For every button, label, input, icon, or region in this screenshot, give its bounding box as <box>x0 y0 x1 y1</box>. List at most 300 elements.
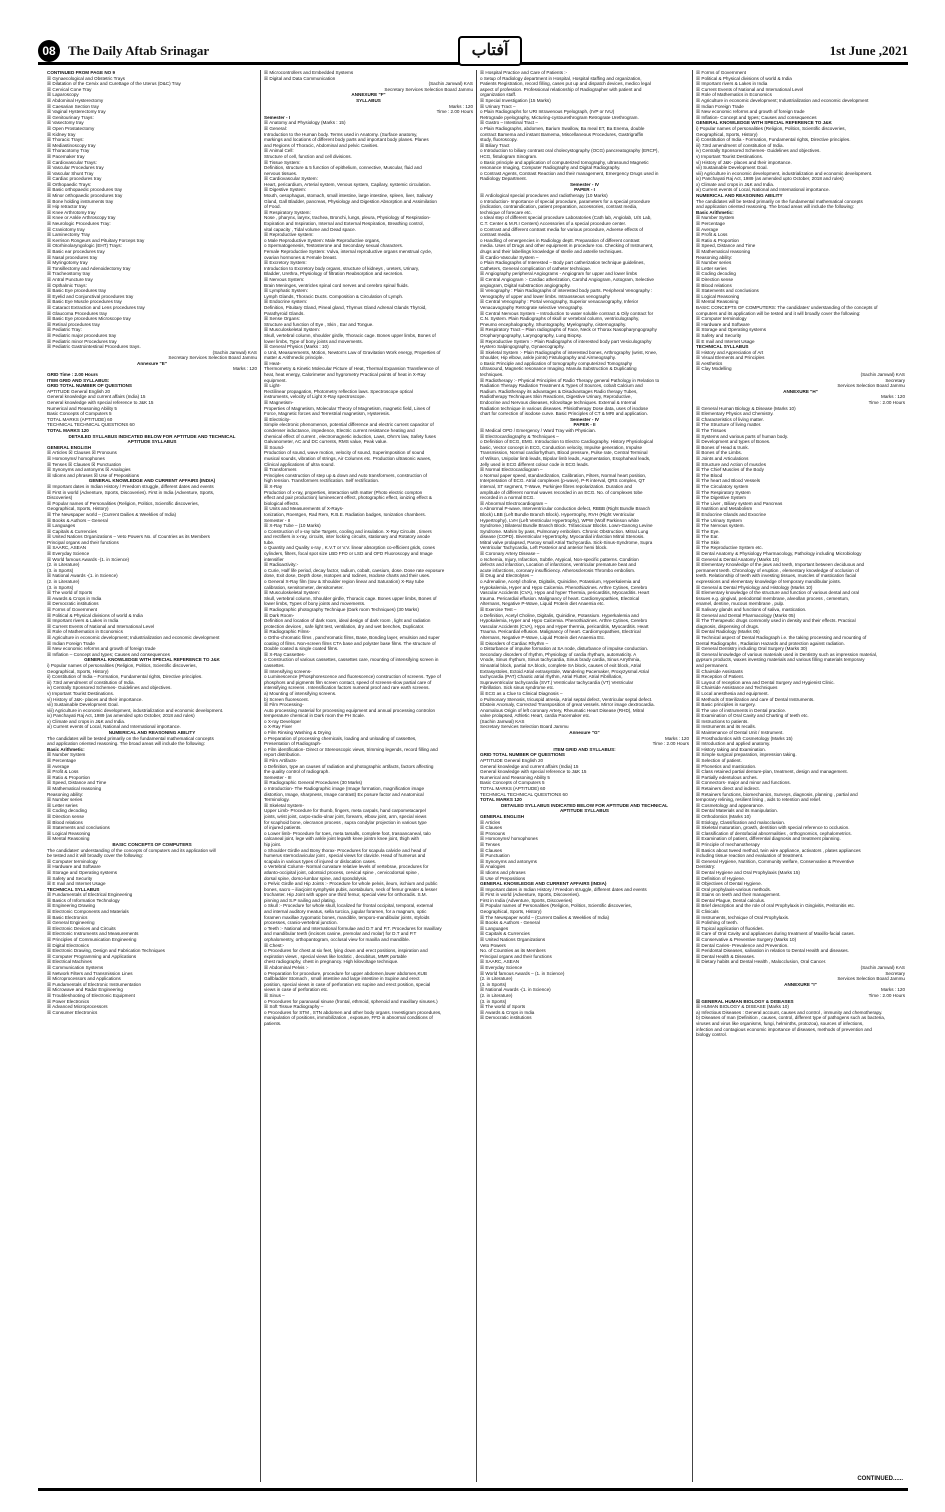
text-line: ☒ Digestive System: <box>264 187 307 193</box>
text-line: ☒ Role of Mathematics in Economics <box>696 92 772 98</box>
text-line: ☒ Ratio & Proportion <box>696 237 739 243</box>
text-line: ☒ Hospital Practice and Care of Patients :- <box>480 70 568 75</box>
text-line: The candidates will be tested primarily on the fundamental mathematical concepts <box>696 198 863 204</box>
text-line: ☒ The Newspaper world – (Current Dailies & Weeklies of India) <box>480 914 610 920</box>
text-line: ☒ Film Artifacts- <box>264 758 298 764</box>
text-line: Fibrillation. Sick sinus syndrome etc. <box>480 685 555 691</box>
issue-date: 1st June ,2021 <box>829 43 908 58</box>
text-line: ☒ Sinus – <box>264 992 285 998</box>
text-line: PAPER - II <box>573 422 596 428</box>
text-line: computers and its application will be tested and it will broadly cover the following: <box>696 310 861 316</box>
text-line: (Sachin Jamwal) KAS <box>212 349 257 355</box>
text-line: ☒ Brief description and the role of oral Prophylaxis in Gingivitis, Peritonitis etc. <box>696 903 856 909</box>
column-4 <box>692 70 908 1482</box>
text-line: Semester - II <box>264 517 291 523</box>
text-line: calcaneal joint, lege with ankle joint legwith knee jointm knee joint, thigh with <box>264 836 420 842</box>
text-line: o Luminescence (Phosphorescence and fluorescence) construction of screens. Type of <box>264 674 441 680</box>
text-line: trochanter. Hip Joint with upper one third femur, special view for orthoradis. S.M. <box>264 892 427 898</box>
text-line: ☒ Letter series <box>47 802 78 808</box>
text-line: Secretary Services Selection Board Jammu <box>480 724 569 730</box>
text-line: Vnode, Sinus rhythum, Sinus tachycardia, Sinus brady cardia, Sinus Arrythmia, <box>480 657 641 663</box>
text-line: ☒ Elementary Knowledge of the jaws and teeth, Important between deciduous and <box>696 562 865 568</box>
text-line: ☒ The world of Sports <box>47 590 93 596</box>
text-line: ☒ The Newspaper world – (Current Dailies & Weeklies of India) <box>47 511 177 517</box>
text-line: Gland, Gall Bladder, pancreas, Physiology and Digestion Absorption and Assimilation <box>264 198 437 204</box>
text-line: and application oriented reasoning. The broad areas will include the following: <box>47 741 205 747</box>
text-line: cylinders, filters, focal spot size LBD FFD or LSD and OFD Fluoroscopy and Image <box>264 551 433 557</box>
text-line: ☒ Central Nervous System – Introduction to water soluble contract & Oily contract for <box>480 310 654 316</box>
text-line: ☒ Microwave and Radar Engineering <box>47 987 123 993</box>
text-line: o Procedures for chest at six feet, lying down and erect positions, inspiration and <box>264 948 428 954</box>
text-line: ☒ World famous Awards – (1. in Science) <box>480 970 565 976</box>
masthead-logo: آفتاب <box>458 36 522 66</box>
text-line: ☒ Instruments, technique of Oral Prophylaxis. <box>696 914 790 920</box>
text-line: aspect of profession. Professional relationship of Radiographer with patient and <box>480 86 642 92</box>
text-line: ☒ Capitals & Currencies <box>47 528 97 534</box>
text-line: ☒ Aesthetics <box>696 360 723 366</box>
text-line: ☒ The use of instruments in Dental practice. <box>696 707 787 713</box>
text-line: and permanent. <box>696 662 729 668</box>
text-line: patients. <box>264 1020 282 1026</box>
text-line: APTITUDE SYLLABUS <box>559 808 609 814</box>
text-line: ☒ Blood relations <box>696 282 732 288</box>
text-line: biology control. <box>696 1032 727 1038</box>
text-line: ☒ Cataract Extraction and Lens procedures tray <box>47 304 145 310</box>
text-line: GENERAL KNOWLEDGE AND CURRENT AFFAIRS (INDIA) <box>88 478 216 484</box>
text-line: ☒ Blood relations <box>47 819 83 825</box>
text-line: ☒ Role of Mathematics in Economics <box>47 629 123 635</box>
text-line: (Sachin Jamwal) KAS <box>860 965 905 970</box>
text-line: o Disturbance of impulse formation at SA node, disturbance of impulse conduction. <box>480 646 649 652</box>
text-line: ☒ Topical application of fluorides. <box>696 925 764 931</box>
text-line: ☒ Popular names of Personalities (Religion, Politics, Scientific discoveries, <box>480 903 632 909</box>
text-line: processes, cranio-vertebral junction. <box>264 920 338 926</box>
text-line: Dental Radiographs , Radiation Hazards and protection against radiation. <box>696 640 845 646</box>
text-line: ☒ New economic reforms and growth of foreign trade <box>696 109 805 115</box>
text-line: ☒ The Skin <box>696 539 720 545</box>
text-line: Introduction to the Human body. Terms used in Anatomy. (Surface anatomy, <box>264 131 418 137</box>
text-line: be tested and it will broadly cover the following: <box>47 853 144 859</box>
text-line: xi) Current events of Local, National and International importance. <box>696 187 830 193</box>
text-line: ☒ Medical OPD / Emergency / Ward Tray with Physician. <box>480 428 597 433</box>
text-line: o Ideal step of different special procedure Laboratories (Cath lab, Angiolab, U/S Lab, <box>480 215 652 221</box>
text-line: ☒ Electrocardiography & Techniques – <box>480 433 559 439</box>
text-line: Radiology Department. <box>480 176 527 182</box>
text-line: ☒ HUMAN BIOLOGY & DISEASE (Marks 10) <box>696 1004 789 1010</box>
text-line: calibration, sensitometer, densitometer. <box>264 584 344 590</box>
text-line: Radiotherapy Techniques Skin Reactions, Digestive Urinary, Reproductive, <box>480 394 632 400</box>
text-line: ☒ Basic Eye procedures Microscope tray <box>47 316 131 322</box>
text-line: markings and locations of different body parts and important body planes. Planes <box>264 137 429 143</box>
text-line: ☒ Idioms and phrases ☒ Use of Prepositions <box>47 472 139 478</box>
text-line: ☒ Logical Reasoning <box>47 830 91 836</box>
text-line: TOTAL MARKS (APTITUDE) 60 <box>47 416 113 422</box>
text-line: Ventricular Tachycardia, Left Posterior and anterior hemi block. <box>480 545 608 551</box>
text-line: Retrograde pyelography, Micturing-cystourethrogram Retrograte Urethrogram. <box>480 114 639 120</box>
text-line: ☒ Retainers direct and indirect. <box>696 786 760 791</box>
text-line: Shoulder, Hip elbow, ankle joints) Fistulography and Airmeography. <box>480 355 617 361</box>
text-line: TOTAL MARKS (APTITUDE) 60 <box>480 786 546 791</box>
text-line: GENERAL ENGLISH <box>480 813 525 819</box>
text-line: o Plain Radiographs of Interested – Body part catherization technique guidelines, <box>480 260 645 266</box>
text-line: o Setup of Radiology department in Hospital, Hospital staffing and organization, <box>480 75 642 81</box>
text-line: ☒ Abdominal Hysterectomy <box>47 97 104 103</box>
text-line: ☒ Number series <box>47 797 83 803</box>
text-line: ☒ Average <box>47 763 70 769</box>
text-line: ☒ Agriculture in economic development; Industrialization and economic development <box>47 634 220 640</box>
text-line: chemical effect of current , electromagnetic induction, Laws, Ohm's law, Safety fuses <box>264 433 436 439</box>
text-line: chart for correction of isodose curve. Basic Principles of CT & MRI and application. <box>480 411 648 417</box>
text-line: Services Selection Board Jammu <box>837 383 905 389</box>
text-line: ☒ Central Angiogram :- Cardiac atherization, Carohd Angiogram, Aotogram, Selective <box>480 276 654 282</box>
text-line: ITEM GRID AND SYLLABUS: <box>47 377 110 383</box>
text-line: report distribution. <box>264 752 301 758</box>
text-line: Ionization, Roentgen, Rad Rem, R.B.E. Radiation badges, Ionization chambers. <box>264 511 426 517</box>
text-line: Vascular Accidents (CVA), Hypo and Hyper thermia, pericarditis, Myocarditis. Heart <box>480 623 649 629</box>
text-line: ☒ Dental Radiology (Marks 05) <box>696 629 760 635</box>
text-line: ☒ Glaucoma Procedures tray <box>47 310 108 316</box>
text-line: ☒ Vasectomy tray <box>47 120 84 126</box>
text-line: GENERAL KNOWLEDGE WITH SPECIAL REFERENCE TO J&K <box>696 120 832 126</box>
text-line: Numerical and Reasoning Ability 5 <box>480 774 550 780</box>
text-line: ☒ Basic orthopaedic procedures tray <box>47 187 123 193</box>
text-line: ☒ Dental Materials and its manipulation. <box>696 808 778 814</box>
text-line: ☒ E mail and Internet Usage <box>696 338 755 344</box>
text-line: v) Important Tourist Destinations. <box>47 690 115 696</box>
text-line: of Wilson, Unipolar limb leads, Bipolar limb leads, Augmentation, Esophaheal leads, <box>480 455 651 461</box>
text-line: v) Important Tourist Destinations. <box>696 153 764 159</box>
text-line: ☒ Safety and Security <box>47 875 93 881</box>
text-line: Definition and location of dark room, ideal design of dark room , light and radiation <box>264 618 431 624</box>
text-line: condenser inductance, impedence, Electric current resistance heating and <box>264 428 415 433</box>
bottom-rule <box>38 1488 908 1491</box>
text-line: ☒ Dental Hygiene and Oral Prophylaxis (Marks 15) <box>696 869 800 875</box>
text-line: ☒ Indian Foreign Trade <box>696 103 744 109</box>
text-line: Skull, vertebral column, shoulder girdle, Thoracic cage. Bones upper limbs, Bones of <box>264 332 436 338</box>
text-line: Secretary <box>885 377 905 383</box>
text-line: including tissue reaction and evaluation of treatment. <box>696 853 804 859</box>
text-line: diagnosis, dispensing of drugs. <box>696 623 760 629</box>
text-line: ☒ Punctuation <box>480 853 510 859</box>
text-line: General knowledge with special reference to J&K 15 <box>480 769 587 775</box>
text-line: ☒ General: <box>264 125 288 131</box>
text-line: o Plain Radiographs for URI Intravenous Pyelograph, (IVP or IVU) <box>480 109 615 115</box>
text-line: Gallbladder Stomach , small intestine and large intestine in Supine and erect <box>264 976 420 982</box>
text-line: Expiration and Inspiration, Internal and External Respiration, Breathing control, <box>264 221 424 227</box>
text-line: ☒ Partially edentulous arches. <box>696 774 758 780</box>
text-line: Pneumo encephalography, Shuntography, Myelography, cisternography. <box>480 321 627 327</box>
text-line: Principal organs and their functions <box>480 953 552 959</box>
text-line: Veto Powers <box>480 942 506 948</box>
text-line: pinning and S.P nailing and plating. <box>264 897 336 903</box>
text-line: ☒ Angiography peripheral Angiograms - Angiogram for upper and lower limbs <box>480 271 638 277</box>
text-line: ☒ Synonyms and antonyms ☒ Analogies <box>47 467 131 473</box>
text-line: ☒ Pediatric Gastrointestinal Procedures trays. <box>47 344 141 350</box>
text-line: of Food. <box>264 204 281 210</box>
text-line: ☒ Computer terminology <box>47 858 98 864</box>
text-line: ☒ Political & Physical divisions of world & India <box>47 612 143 618</box>
text-line: of injured patients. <box>264 825 302 831</box>
text-line: o Preparation for procedure, procedure for upper abdomen,lower abdomen,KUB <box>264 970 427 976</box>
text-line: Nose , pharynx, larynx, trachea, Bronchi, lungs, pleura, Physiology of Respiration- <box>264 215 431 221</box>
text-line: basic, Vector concept in ECG, Conduction velocity, Impulse generation, Impulse <box>480 444 643 450</box>
text-line: ☒ Languages <box>480 925 509 931</box>
text-line: Double coated & single coated films. <box>264 646 339 652</box>
text-line: Definition, structure & 5 function of epithelium, connective, Muscular, fluid and <box>264 165 422 171</box>
text-line: coating of films. Non-screen films CTA base and polyster base films. The structure of <box>264 640 436 646</box>
text-line: Force, Magnetic forces and Terrestrial magnetism, Hysteresis. <box>264 411 391 417</box>
text-line: ☒ Cervical Cone Tray <box>47 86 92 92</box>
text-line: ☒ Cosmetology and appearance. <box>696 802 764 808</box>
text-line: Catheters, General complication of catheter technique. <box>480 265 592 271</box>
text-line: permanent teeth. Chronology of eruption , elementary knowledge of occlusion of <box>696 567 859 573</box>
text-line: protection devices , safe light test, ventilation, dry and wet benches, Duplicator. <box>264 623 425 629</box>
text-line: ☒ Venography : Plain Radiographs of interested body parts. Peripheral Venography : <box>480 288 653 294</box>
text-line: ☒ Abdominal Pelvis :- <box>264 965 309 970</box>
text-line: ☒ Normal Electrocardiogram – <box>480 467 543 473</box>
text-line: ☒ Reproductive System :- Plain Radiographs of interested body part Vesiculography <box>480 338 652 344</box>
text-line: Marks : 120 <box>881 394 905 400</box>
text-line: Radiation Therapy Radiation Treatment & Types of Sources, cobalt Calcium and <box>480 383 643 389</box>
text-line: ☒ The Structure of living matter. <box>696 422 762 428</box>
text-line: GRID TOTAL NUMBER OF QUESTIONS <box>480 752 565 758</box>
text-line: ☒ Fundamentals of Electronic Instrumentation <box>47 981 141 987</box>
text-line: ☒ The Digestive System <box>696 495 746 501</box>
text-line: ☒ Chairside Assistants <box>696 668 743 674</box>
text-line: o Procedures for paranasal sinuse (frontal, ethmoid, sphenoid and maxillary sinuses.) <box>264 998 438 1004</box>
text-line: valve prolapsed, Athletic Heart, cardia Pacemaker etc. <box>480 713 591 719</box>
continued-label: CONTINUED...... <box>857 1476 903 1482</box>
text-line: Secretary Services Selection Board Jammu <box>168 355 257 361</box>
text-line: Basic Concepts of Computers 5 <box>47 411 112 417</box>
text-line: ☒ The Urinary System <box>696 517 742 523</box>
text-line: o Construction of various cassettes, cassettes care, mounting of intensifying screen in <box>264 657 439 663</box>
text-line: ☒ Sound- <box>264 444 285 450</box>
text-line: o Unit, Measurements, Motion, Newton's Law of Gravitation Work energy, Properties of <box>264 349 441 355</box>
text-line: ☒ Cardio-Vascular System – <box>480 254 539 260</box>
text-line: o Normal paper speed, standardization, Calibration, Filters, Normal heart position, <box>480 472 647 478</box>
text-line: ☒ Drug and Electrolytes – <box>480 573 534 579</box>
text-line: ☒ Instruments and its recalls. <box>696 724 757 730</box>
text-line: expiration views , special views like lordotic , decubitus, MMR portable <box>264 953 407 959</box>
text-line: ☒ Computer Programming and Applications <box>47 953 137 959</box>
text-line: i) Popular names of personalities (Religion, Politics, Scientific discoveries, <box>696 125 846 131</box>
text-line: ☒ Percentage <box>47 758 76 764</box>
text-line: o Definition of ECG, EMG. Introduction to Electro Cardiography. History Physiological <box>480 439 654 445</box>
text-line: Hypokalemia, Hyper and Hypo Calcemia. Phenothiazines. Arthre Cytines, Cerebro <box>480 618 648 624</box>
text-line: ☒ Percentage <box>696 221 725 227</box>
text-line: ☒ Basic principles in surgery. <box>696 702 756 708</box>
text-line: ☒ General & Dental Physiology and Histology (Marks 10) <box>696 584 813 590</box>
text-line: vital capacity , Tidal volume and Dead space. <box>264 226 356 232</box>
text-line: o Definition, Acetyl Choline, Digitalis, Quinidine, Potassium. Hyperkalemia and <box>480 612 639 618</box>
text-line: ☒ Mathematical reasoning <box>696 249 751 254</box>
text-line: Patients Registration, record filling, cases put up and dispatch devices, medico legal <box>480 81 651 87</box>
text-line: teeth. Relationship of teeth with investing tissues, muscles of mastication facial <box>696 573 857 579</box>
text-line: TOTAL MARKS 120 <box>480 797 522 803</box>
text-line: HCG, fistulogram Sinogram. <box>480 153 538 159</box>
text-line: DETAILED SYLLABUS INDICATED BELOW FOR APTITUDE AND TECHNICAL <box>501 802 668 808</box>
text-line: ☒ History and Appreciation of Art <box>696 349 764 355</box>
text-line: Secretary <box>885 970 905 976</box>
text-line: Geographical, Sports, History) <box>480 909 542 915</box>
text-line: No. of Countries as its Members <box>480 948 546 954</box>
text-line: ☒ New economic reforms and growth of foreign trade <box>47 646 156 652</box>
text-line: ☒ Minor orthopaedic procedures tray <box>47 193 123 199</box>
text-line: ☒ United Nations Organizations – Veto Powers No. of Countries as its Members <box>47 534 210 540</box>
text-line: o Construction of x-ray tube Targets, cooling and insulation. X-Ray Circuits , timers <box>264 528 432 534</box>
text-line: NUMERICAL AND REASONING ABILITY <box>108 730 196 736</box>
text-line: viii) Agriculture in economic development, industrialization and economic development. <box>696 170 873 176</box>
text-line: ☒ Important dates in Indian History / Freedom struggle, different dates and events <box>480 886 647 892</box>
text-line: ☒ Instructions to patients. <box>696 718 749 724</box>
text-line: ☒ Basic Electronics <box>47 914 88 920</box>
text-line: o Film identification- Direct or Stereoscopic views, trimming legends, record filling and <box>264 746 438 752</box>
column-3 <box>476 70 692 1482</box>
text-line: ☒ Knee Arthrotomy tray <box>47 209 96 215</box>
text-line: ☒ Classification of dentofacial abnormalities , orthognomics, cephalometrics. <box>696 830 852 836</box>
text-line: (3. in Sports) <box>47 584 74 590</box>
text-line: o Procedures for STM , STN abdomen and other body organs. Investigram procedures, <box>264 1009 442 1015</box>
text-line: o General X-Ray film (tow & Shoulder region linear and Saturation) X-Ray tube <box>264 579 425 585</box>
text-line: ☒ Articles ☒ Clauses ☒ Pronouns <box>47 450 117 456</box>
text-line: ☒ Joints and Articulations <box>696 455 749 461</box>
text-line: o Contrast and different contrast media for various procedure, Adverse effects of <box>480 226 643 232</box>
text-line: Parathyroid Glands. <box>264 310 305 316</box>
text-line: ☒ Reproductive system: <box>264 232 314 238</box>
text-line: Bladder, Urethra, Physiology of filtration Reabsorption and secretion. <box>264 271 404 277</box>
text-line: ☒ The heart and Blood Vessels <box>696 478 761 484</box>
text-line: ☒ First in world (Adventure, Sports, Discoveries). <box>480 892 581 898</box>
text-line: o Ortho-chromatic films , panchromatic films, Base, Bonding layer, emulsion and super <box>264 634 440 640</box>
text-line: ☒ Phonetics and mastication. <box>696 763 757 769</box>
text-line: Semester - I <box>264 114 291 120</box>
text-line: General knowledge and current affairs (India) 15 <box>47 394 146 400</box>
text-line: ☒ ECG as a Clue to Clinical Diagnosis – <box>480 690 563 696</box>
text-line: ☒ Basics of Information Technology <box>47 897 120 903</box>
text-line: Jelly used in ECG different colour code in ECG leads. <box>480 461 589 467</box>
text-line: ☒ Languages <box>47 523 76 529</box>
text-line: o Lower limb- Procedure for toes, meta tarsalls, complete foot, trasoancaneal, talo <box>264 830 431 836</box>
text-line: Geographical, Sports, History) <box>47 668 109 674</box>
text-line: ☒ Otorhinolaryngologic (EHT) Trays: <box>47 243 122 249</box>
text-line: tissues e.g. gingival, periodontal membrane, alveollan process , cementum, <box>696 595 850 601</box>
text-line: ☒ Power Electronics <box>47 998 90 1004</box>
text-line: ☒ Laminectomy Tray <box>47 232 90 238</box>
text-line: ☒ Pronouns <box>480 830 506 836</box>
text-line: o Handling of emergencies in Radiology deptt. Preparation of different contrast <box>480 237 640 243</box>
text-line: o Spermatogenesis, Testosterone and Secondary sexual characters. <box>264 243 404 249</box>
text-line: o X-ray Developer <box>264 718 302 724</box>
text-line: hip joint. <box>264 841 282 847</box>
text-line: ☒ Digital Electronics <box>47 942 89 948</box>
text-line: ☒ General & Dental Anatomy (Marks 10) <box>696 556 780 562</box>
text-line: ☒ Peridontal Diseases, salivation in relation to Dental Health and diseases. <box>696 948 849 954</box>
text-line: equipment. <box>264 377 287 383</box>
text-line: amplitude of different normal waves recorded in an ECG. No. of complexes tobe <box>480 489 643 495</box>
text-line: ☒ Clay Modelling <box>696 366 732 372</box>
text-line: o Contrast Agents, Contrast Reaction and their management, Emergency Drugs used in <box>480 170 659 176</box>
text-line: ☒ X-Ray <box>264 483 283 489</box>
text-line: Reasoning ability: <box>47 791 84 797</box>
text-line: Venacavography Retrograte selective Venography. <box>480 304 584 310</box>
text-line: ☒ Electronic Components and Materials <box>47 909 129 915</box>
text-line: expressions and elementary knowledge of temporary mandibular joints. <box>696 579 842 585</box>
text-line: ☒ Kidney tray <box>47 131 76 137</box>
text-line: TECHNICAL SYLLABUS <box>696 344 749 350</box>
text-line: ☒ Animal Cell: <box>264 148 294 154</box>
text-line: ☒ Definition of Hygiene. <box>696 875 746 881</box>
text-line: ☒ E mail and Internet Usage <box>47 881 106 887</box>
text-line: ☒ First in world (Adventure, Sports, Discoveries). First in India (Adventure, Sports, <box>47 489 215 495</box>
text-line: ☒ Inflation – Concept and types; Causes and consequences <box>47 651 170 657</box>
text-line: Heart, pericardium, Arterial system, Venous system, Capilary, systemic circulation. <box>264 181 431 187</box>
text-line: ☒ Dietary habits and Dental Health , Malocclusion, Oral Cancer. <box>696 959 827 965</box>
text-line: ☒ Dental Caries- Prevalence and Prevention. <box>696 942 789 948</box>
text-line: contract Bamema and instant Bamema, Miscellaneous Procedures, Gastrigraffin <box>480 131 644 137</box>
newspaper-title: The Daily Aftab Srinagar <box>68 43 210 58</box>
text-line: ☒ The Eye. <box>696 528 720 534</box>
text-line: ☒ Dental Health & Diseases. <box>696 953 756 959</box>
text-line: ☒ Systems and various parts of human body. <box>696 433 789 439</box>
text-line: o Pelvic Girdle and Hip Joints :- Procedure for whole pelvis, ileum, ischium and public <box>264 881 438 887</box>
text-line: chest radiography, chest in pregnancy. High kilovoltage technique. <box>264 959 399 965</box>
text-line: effect and pair production) luminescent effect, photographic effect, ionizing effect & <box>264 495 432 501</box>
text-line: ☒ Antral Puncture tray <box>47 276 93 282</box>
text-line: ☒ Number System <box>696 215 735 221</box>
text-line: ☒ The Nervous system. <box>696 523 745 529</box>
column-2 <box>260 70 476 1482</box>
text-line: ☒ Elementary knowledge of the structure and function of various dental and oral <box>696 590 859 596</box>
text-line: ☒ Biliary Tract <box>480 142 510 148</box>
text-line: (2. in Literature) <box>480 992 513 998</box>
text-line: Semester - IV <box>569 181 600 187</box>
page-header <box>38 40 908 65</box>
text-line: ☒ Oral prophylaxis-various methods. <box>696 886 772 892</box>
text-line: ☒ Forms of Government <box>47 607 98 612</box>
text-line: o Curie, Half life period, decay factor, radium, cobalt, caesium, dose. Dose rate exposure <box>264 567 445 573</box>
text-line: ☒ Vaginal Hysterectomy tray <box>47 109 106 115</box>
text-line: ☒ Retinal procedures tray <box>47 321 100 327</box>
text-line: o Film Rinsing Washing & Drying <box>264 730 331 736</box>
text-line: Extrasystoles, Ectoid Atrial extrasystole, Wandering Pacemaker, Proxyzysmal Atrial <box>480 668 649 674</box>
text-line: ☒ Sense Organs: <box>264 316 301 322</box>
text-line: ☒ Communication Systems <box>47 965 104 970</box>
text-line: ☒ Kerrison Rongeurs and Pituitary Forceps tray <box>47 237 145 243</box>
text-line: ☒ Transformers <box>264 467 297 473</box>
text-line: ☒ Radiotherapy :- Physical Principles of Radio Therapy general Pathology in Relation to <box>480 377 660 383</box>
text-line: Discoveries) <box>47 495 73 501</box>
text-line: humerus sternoclavicular joint , special views for clavicle. Head of humerus and <box>264 853 426 859</box>
text-line: xi) Current events of Local, National and International importance. <box>47 724 181 730</box>
text-line: Female Reproductive System: Vulva, internal reproductive organs menstrual cycle, <box>264 249 433 254</box>
text-line: ☒ Clinicals <box>696 909 719 915</box>
text-line: o Basic principle and application of computerized tomography, ultrasound Magnetic <box>480 159 649 165</box>
text-line: ☒ Open Prostatectomy <box>47 125 95 131</box>
text-line: ☒ Care of Oral Cavity and appliances during treatment of Maxillo-facial cases. <box>696 931 855 937</box>
text-line: ☒ Electricity- <box>264 416 291 422</box>
text-line: ix) Panchayati Raj Act, 1989 (as amended upto October, 2018 and rules) <box>47 713 195 719</box>
text-line: ☒ Excretory System: <box>264 260 307 266</box>
text-line: b) Diseases of man (Definition , causes, control, different type of pathogens such as bacteria, <box>696 1015 886 1021</box>
text-line: DETAILED SYLLABUS INDICATED BELOW FOR APTITUDE AND TECHNICAL <box>68 433 236 439</box>
text-line: ☒ The Therapeutic drugs commonly used in density and their effects. Practical <box>696 618 856 624</box>
text-line: ☒ Forms of Government <box>696 70 747 75</box>
text-line: ANNEXURE "I" <box>784 981 817 987</box>
text-line: ☒ Stains on teeth and their management. <box>696 892 781 898</box>
text-line: ☒ Class retained partial denture-plan, treatment, design and management. <box>696 769 848 775</box>
text-line: ☒ Awards & Crops in India <box>480 1009 535 1015</box>
